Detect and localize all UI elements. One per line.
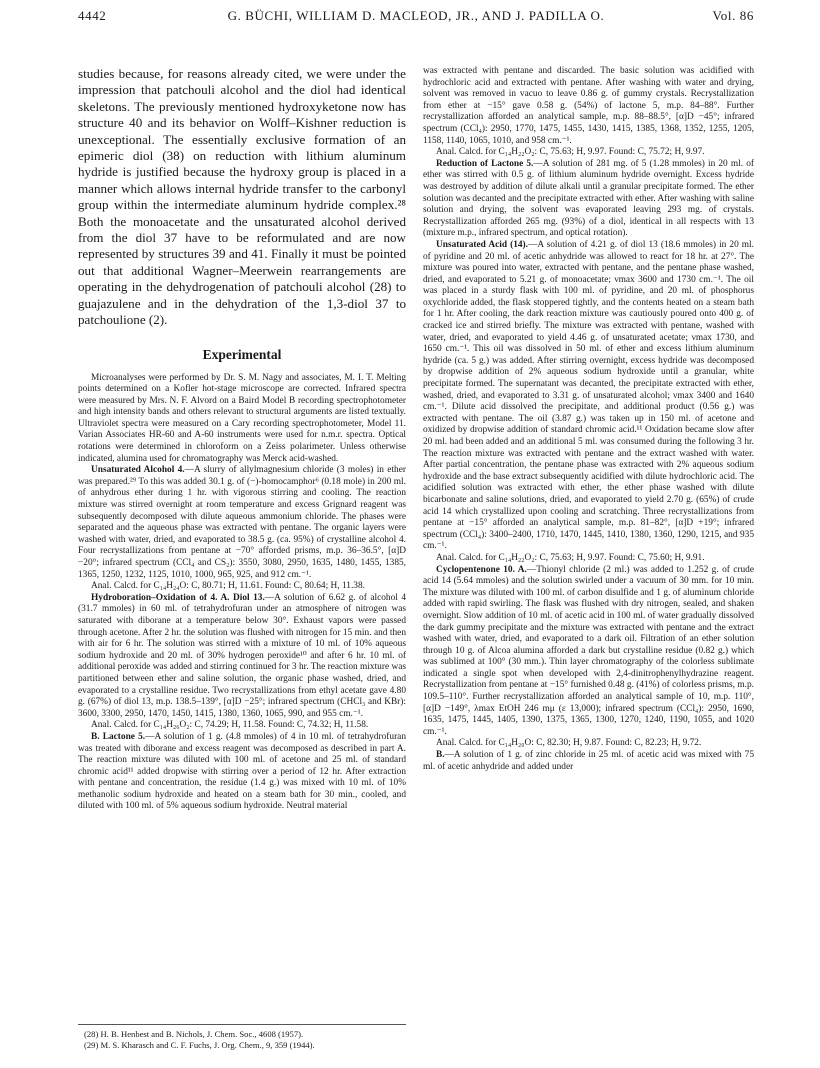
analysis-paragraph: Anal. Calcd. for C₁₄H₂₄O: C, 80.71; H, 11.61. Found: C, 80.64; H, 11.38. xyxy=(91,581,365,592)
procedure-body: —A solution of 6.62 g. of alcohol 4 (31.7 mmoles) in 60 ml. of tetrahydrofuran under an atmosphere of nitrogen was saturated with diborane at a temperature below 30°. Exhaust vapors were passed through acetone. After 2 hr. the solution was flushed with nitrogen for 15 min. and then with air for 6 hr. The solution was stirred with a mixture of 10 ml. of 10% aqueous sodium hydroxide and 20 ml. of 30% hydrogen peroxide¹⁰ and after 6 hr. 10 ml. of additional peroxide was added and stirring continued for 3 hr. The reaction mixture was partitioned between ether and saline solution, the organic phase washed, dried, and evaporated to a crystalline residue. Two recrystallizations from ethyl acetate gave 4.80 g. (67%) of diol 13, m.p. 138.5–139°, [α]D −25°; infrared spectrum (CHCl₃ and KBr): 3600, 3300, 2950, 1470, 1450, 1415, 1380, 1360, 1065, 990, and 955 cm.⁻¹. xyxy=(78,592,406,719)
procedure-heading: Reduction of Lactone 5. xyxy=(436,158,534,169)
intro-text xyxy=(78,66,406,329)
intro-paragraph: studies because, for reasons already cited, we were under the impression that patchouli alcohol and the diol had identical skeletons. The previously mentioned hydroxyketone now has structure 40 and its behavior on Wolff–Kishner reduction is unexceptional. The essentially exclusive formation of an epimeric diol (38) on reduction with lithium aluminum hydride is justified because the hydroxy group is placed in a manner which allows internal hydride transfer to the carbonyl group within the intermediate aluminum hydride complex.²⁸ Both the monoacetate and the unsaturated alcohol derived from the diol 37 have to be reformulated and are now represented by structures 39 and 41. Finally it must be pointed out that additional Wagner–Meerwein rearrangements are operating in the dehydrogenation of patchouli alcohol (28) to guajazulene and in the dehydration of the 1,3-diol 37 to patchoulione (2). xyxy=(78,66,406,328)
running-header xyxy=(78,8,754,28)
procedure-lactone-5 xyxy=(78,732,406,813)
procedure-cyclopentenone-10 xyxy=(423,565,754,739)
left-column xyxy=(78,66,407,1050)
procedure-unsaturated-acid-14 xyxy=(423,240,754,553)
section-title: Experimental xyxy=(202,346,282,362)
analysis-paragraph: Anal. Calcd. for C₁₄H₂₆O₂: C, 74.29; H, 11.58. Found: C, 74.32; H, 11.58. xyxy=(91,720,369,731)
right-column xyxy=(423,66,754,773)
footnote-29: (29) M. S. Kharasch and C. F. Fuchs, J. Org. Chem., 9, 359 (1944). xyxy=(84,1039,315,1050)
procedure-heading: Hydroboration–Oxidation of 4. A. Diol 13. xyxy=(91,592,265,603)
procedure-body: —A solution of 1 g. of zinc chloride in 25 ml. of acetic acid was mixed with 75 ml. of acetic anhydride and added under xyxy=(423,750,754,772)
procedure-body: —A slurry of allylmagnesium chloride (3 moles) in ether was prepared.²⁹ To this was added 30.1 g. of (−)-homocamphor⁶ (0.18 mole) in 200 ml. of anhydrous ether during 1 hr. with vigorous stirring and cooling. The reaction mixture was stirred overnight at room temperature and excess Grignard reagent was subsequently decomposed with dilute aqueous ammonium chloride. The phases were separated and the aqueous phase was extracted with pentane. The organic layers were washed with water, dried, and evaporated to 38.5 g. (ca. 95%) of crystalline alcohol 4. Four recrystallizations from pentane at −70° afforded prisms, m.p. 36–36.5°, [α]D −20°; infrared spectrum (CCl₄ and CS₂): 3550, 3080, 2950, 1635, 1480, 1455, 1385, 1365, 1250, 1232, 1125, 1010, 1000, 965, 925, and 912 cm.⁻¹. xyxy=(78,465,406,580)
procedure-heading: Cyclopentenone 10. A. xyxy=(436,564,527,575)
page-number: 4442 xyxy=(78,8,107,23)
running-authors: G. BÜCHI, WILLIAM D. MACLEOD, JR., AND J. PADILLA O. xyxy=(227,8,605,23)
procedure-heading: Unsaturated Alcohol 4. xyxy=(91,465,185,476)
analysis-paragraph: Anal. Calcd. for C₁₄H₂₀O: C, 82.30; H, 9.87. Found: C, 82.23; H, 9.72. xyxy=(436,738,702,749)
procedure-alcohol-4 xyxy=(78,465,406,581)
procedure-body: —A solution of 4.21 g. of diol 13 (18.6 mmoles) in 20 ml. of pyridine and 20 ml. of acetic anhydride was allowed to react for 18 hr. at 27°. The mixture was poured into water, extracted with pentane, and the pentane phase washed, dried, and evaporated to 5.21 g. of monoacetate; νmax 3600 and 1730 cm.⁻¹. The oil was placed in a sturdy flask with 100 ml. of pyridine, and 20 ml. of phosphorus oxychloride added, the flask stoppered tightly, and the contents heated on a steam bath for 1 hr. After cooling, the dark reaction mixture was cautiously poured onto 400 g. of cracked ice and stirred briefly. The mixture was extracted with pentane, washed with water, dried, and evaporated to yield 4.46 g. of unsaturated acetate; νmax 1730, and 1650 cm.⁻¹. This oil was dissolved in 50 ml. of ether and excess lithium aluminum hydride (ca. 5 g.) was added. After stirring overnight, excess hydride was decomposed by dropwise addition of 2% aqueous sodium hydroxide until a granular, white precipitate formed. The supernatant was decanted, the precipitate extracted with ether, washed, dried, and evaporated to 3.31 g. of unsaturated alcohol; νmax 3400 and 1640 cm.⁻¹. Dilute acid dissolved the precipitate, and additional product (0.56 g.) was extracted with pentane. The oil (3.87 g.) was taken up in 150 ml. of acetone and oxidized by dropwise addition of standard chromic acid.¹¹ Oxidation became slow after 20 ml. had been added and an additional 5 ml. was consumed during the following 3 hr. The reaction mixture was extracted with pentane and the extract washed with water. After partial concentration, the pentane phase was extracted with 2% aqueous sodium hydroxide and the base extract subsequently acidified with dilute hydrochloric acid. The acidified solution was extracted with ether, the ether phase washed with dilute bicarbonate and saline solutions, dried, and evaporated to yield 2.70 g. (65%) of crude acid 14 which crystallized upon cooling and scratching. Three recrystallizations from pentane at −15° afforded an analytical sample, m.p. 81–82°, [α]D +19°; infrared spectrum (CCl₄): 3400–2400, 1710, 1470, 1445, 1410, 1380, 1360, 1290, 1215, and 935 cm.⁻¹. xyxy=(423,239,754,552)
procedure-reduction-lactone-5 xyxy=(423,159,754,240)
procedure-body: —Thionyl chloride (2 ml.) was added to 1.252 g. of crude acid 14 (5.64 mmoles) and the solution swirled under a vacuum of 30 mm. for 10 min. The mixture was diluted with 100 ml. of carbon disulfide and 1 g. of aluminum chloride added with rapid swirling. The flask was flushed with dry nitrogen, sealed, and shaken overnight. Slow addition of 10 ml. of acetic acid in 100 ml. of water gradually dissolved the dark gummy precipitate and the mixture was extracted with pentane and the extract washed with water, dried, and evaporated to a dark oil. Filtration of an ether solution through 10 g. of Alcoa alumina afforded a dark but crystalline residue (0.82 g.) which was sublimed at 100° (30 mm.). Thin layer chromatography of the colorless sublimate indicated a single spot when developed with 2,4-dinitrophenylhydrazine reagent. Recrystallization from pentane at −15° furnished 0.48 g. (41%) of colorless prisms, m.p. 109.5–110°. Further recrystallization afforded an analytical sample of 10, m.p. 110°, [α]D −149°, λmax EtOH 246 mμ (ε 13,000); infrared spectrum (CCl₄): 2950, 1690, 1635, 1475, 1445, 1405, 1390, 1375, 1365, 1300, 1270, 1240, 1190, 1055, and 1020 cm.⁻¹. xyxy=(423,564,754,737)
procedure-heading: B. xyxy=(436,750,445,761)
procedure-diol-13 xyxy=(78,593,406,721)
procedure-part-b xyxy=(423,750,754,773)
continued-paragraph: was extracted with pentane and discarded. The basic solution was acidified with hydrochloric acid and extracted with pentane. After washing with water and drying, solvent was removed in vacuo to leave 0.86 g. of gummy crystals. Recrystallization from ether at −15° gave 0.58 g. (54%) of lactone 5, m.p. 84–88°. Further recrystallization afforded an analytical sample, m.p. 88–88.5°, [α]D −45°; infrared spectrum (CCl₄): 2950, 1770, 1475, 1455, 1430, 1415, 1385, 1368, 1352, 1255, 1205, 1158, 1140, 1065, 1010, and 958 cm.⁻¹. xyxy=(423,66,754,146)
footnote-28: (28) H. B. Henbest and B. Nichols, J. Chem. Soc., 4608 (1957). xyxy=(84,1029,304,1039)
procedure-heading: B. Lactone 5. xyxy=(91,731,146,742)
methods-paragraph: Microanalyses were performed by Dr. S. M. Nagy and associates, M. I. T. Melting points determined on a Kofler hot-stage microscope are corrected. Infrared spectra were measured by Mrs. N. F. Alvord on a Baird Model B recording spectrophotometer and high intensity bands and others relevant to structural arguments are listed textually. Ultraviolet spectra were measured on a Cary recording spectrophotometer, Model 11. Varian Associates HR-60 and A-60 instruments were used for n.m.r. spectra. Optical rotations were determined in chloroform on a Zeiss polarimeter. Unless otherwise indicated, alumina used for chromatography was Merck acid-washed. xyxy=(78,372,406,464)
procedure-body: —A solution of 281 mg. of 5 (1.28 mmoles) in 20 ml. of ether was stirred with 0.5 g. of lithium aluminum hydride overnight. Excess hydride was destroyed by addition of dilute alkali until a granular precipitate formed. The ether solution was decanted and the precipitate extracted with ether. After washing with saline solution and drying, the solvent was evaporated leaving 293 mg. of crystals. Recrystallization afforded 265 mg. (93%) of a diol, identical in all respects with 13 (mixture m.p., infrared spectrum, and optical rotation). xyxy=(423,158,754,239)
experimental-text-continued xyxy=(423,66,754,773)
procedure-body: —A solution of 1 g. (4.8 mmoles) of 4 in 10 ml. of tetrahydrofuran was treated with diborane and excess reagent was decomposed as described in part A. The reaction mixture was diluted with 100 ml. of acetone and 25 ml. of standard chromic acid¹¹ added dropwise with stirring over a period of 12 hr. After extraction with pentane and concentration, the residue (1.4 g.) was mixed with 10 ml. of 10% methanolic sodium hydroxide and heated on a steam bath for 30 min., cooled, and diluted with 100 ml. of 5% aqueous sodium hydroxide. Neutral material xyxy=(78,731,407,812)
experimental-text xyxy=(78,373,406,814)
analysis-paragraph: Anal. Calcd. for C₁₄H₂₂O₂: C, 75.63; H, 9.97. Found: C, 75.60; H, 9.91. xyxy=(436,552,705,563)
analysis-paragraph: Anal. Calcd. for C₁₄H₂₂O₂: C, 75.63; H, 9.97. Found: C, 75.72; H, 9.97. xyxy=(436,147,705,158)
procedure-heading: Unsaturated Acid (14). xyxy=(436,239,528,250)
volume-label: Vol. 86 xyxy=(712,8,754,23)
footnotes xyxy=(78,1024,406,1050)
